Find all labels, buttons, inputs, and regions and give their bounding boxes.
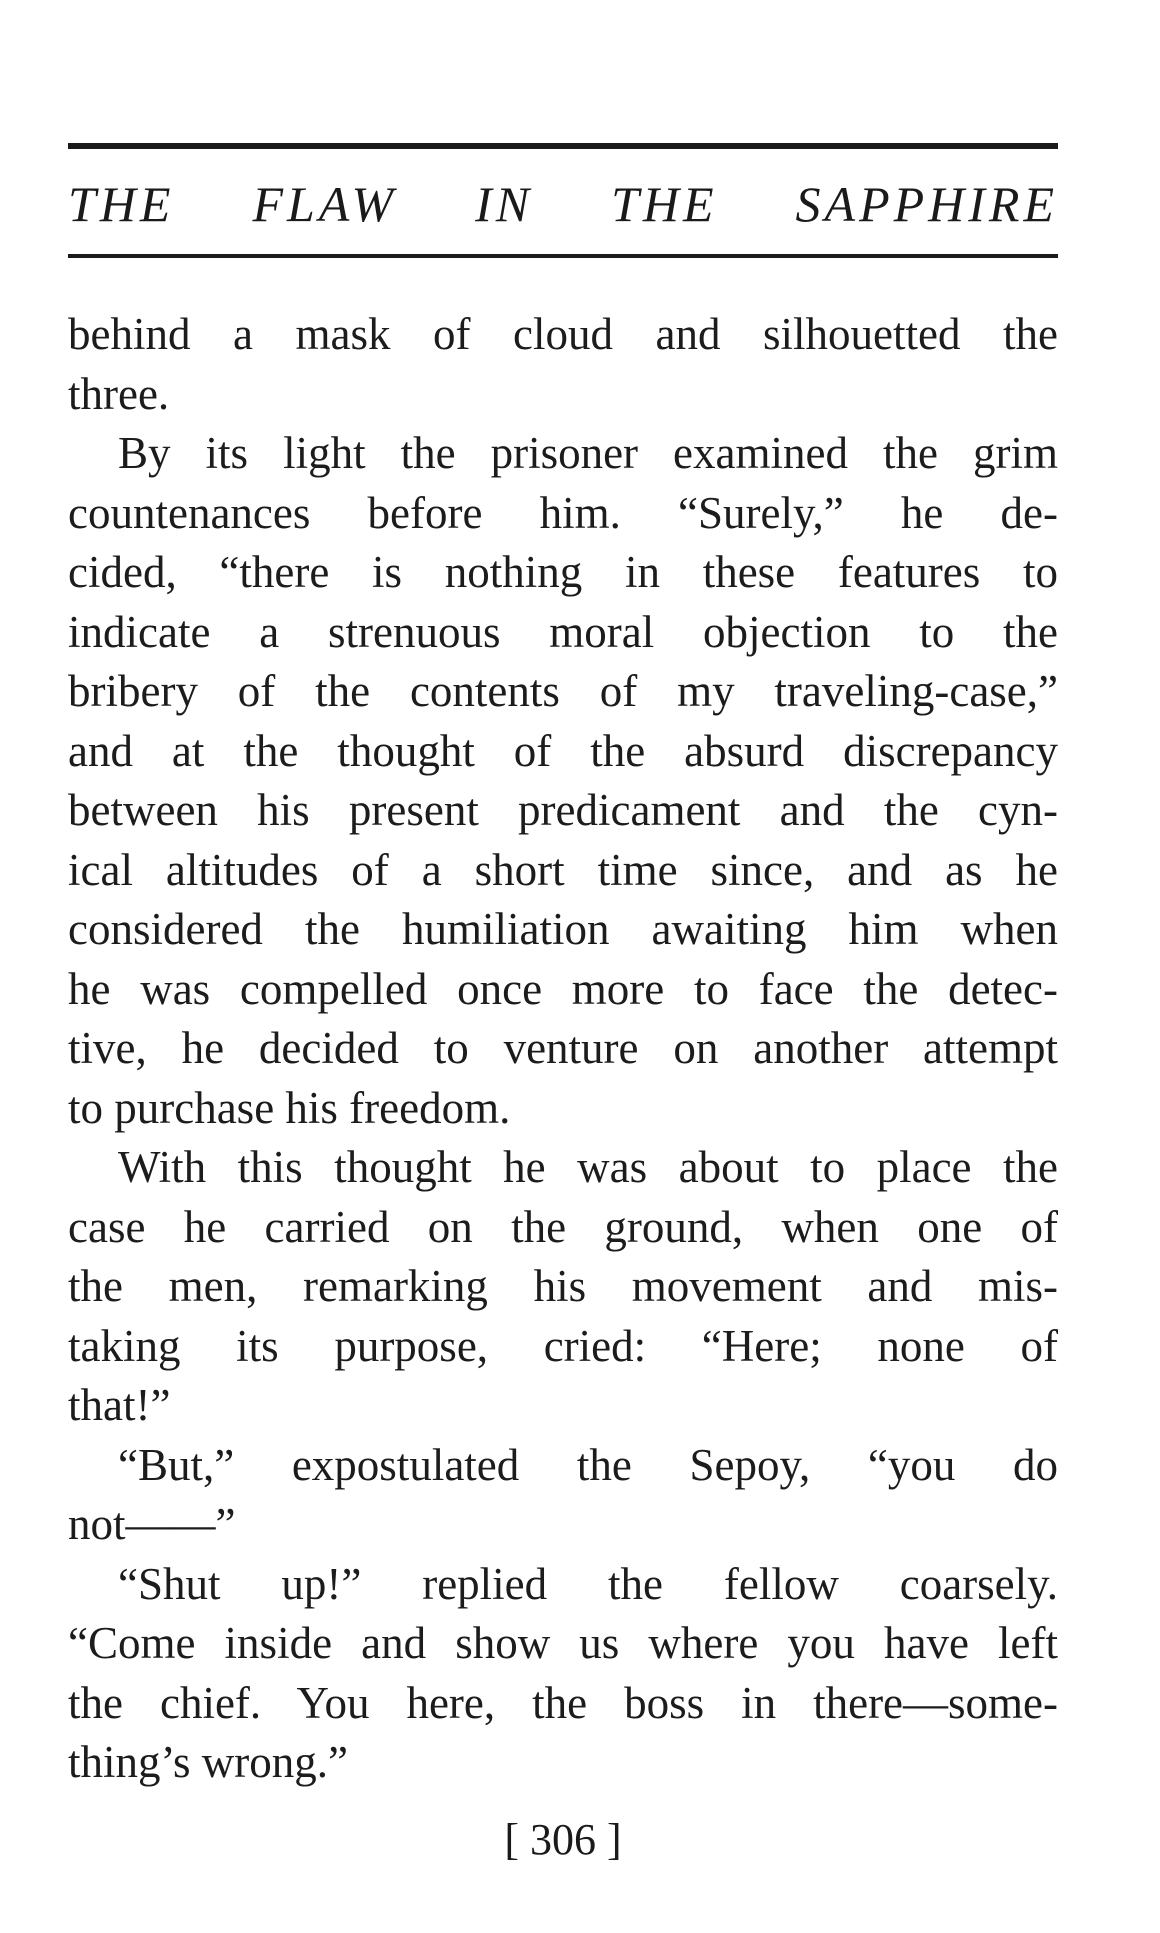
text-line: With this thought he was about to place the <box>118 1142 1058 1192</box>
text-line: three. <box>68 368 170 419</box>
text-line: tive, he decided to venture on another attempt <box>68 1023 1058 1073</box>
text-line: ical altitudes of a short time since, and as he <box>68 844 1058 895</box>
header-rule-top <box>68 143 1058 149</box>
text-line: By its light the prisoner examined the grim <box>118 428 1058 478</box>
text-line: between his present predicament and the cyn- <box>68 785 1058 835</box>
text-line: considered the humiliation awaiting him when <box>68 904 1058 954</box>
text-line: cided, “there is nothing in these features to <box>68 547 1058 597</box>
page-number-footer <box>68 1810 1058 1870</box>
text-line: “But,” expostulated the Sepoy, “you do <box>118 1439 1058 1490</box>
text-line: case he carried on the ground, when one of <box>68 1201 1058 1252</box>
text-line: indicate a strenuous moral objection to the <box>68 606 1058 657</box>
header-rule-bottom <box>68 254 1058 258</box>
page-number-bracket-open: [ <box>504 1815 519 1864</box>
text-line: the chief. You here, the boss in there—some- <box>68 1677 1058 1728</box>
page-number-bracket-close: ] <box>607 1815 622 1864</box>
text-line: and at the thought of the absurd discrepancy <box>68 725 1058 776</box>
text-line: “Shut up!” replied the fellow coarsely. <box>118 1558 1058 1609</box>
page-number: 306 <box>530 1815 596 1864</box>
book-page <box>68 0 1058 1933</box>
text-line: he was compelled once more to face the detec- <box>68 963 1058 1014</box>
text-line: not——” <box>68 1499 236 1549</box>
text-line: that!” <box>68 1380 171 1430</box>
text-line: thing’s wrong.” <box>68 1737 348 1787</box>
text-line: countenances before him. “Surely,” he de- <box>68 487 1058 538</box>
text-line: to purchase his freedom. <box>68 1082 511 1133</box>
text-line: the men, remarking his movement and mis- <box>68 1261 1058 1311</box>
text-line: behind a mask of cloud and silhouetted the <box>68 309 1058 359</box>
text-line: bribery of the contents of my traveling-case,” <box>68 666 1058 716</box>
body-text <box>68 305 1058 1793</box>
running-title: THE FLAW IN THE SAPPHIRE <box>68 176 1058 232</box>
text-line: taking its purpose, cried: “Here; none of <box>68 1320 1058 1371</box>
text-line: “Come inside and show us where you have left <box>68 1618 1058 1668</box>
